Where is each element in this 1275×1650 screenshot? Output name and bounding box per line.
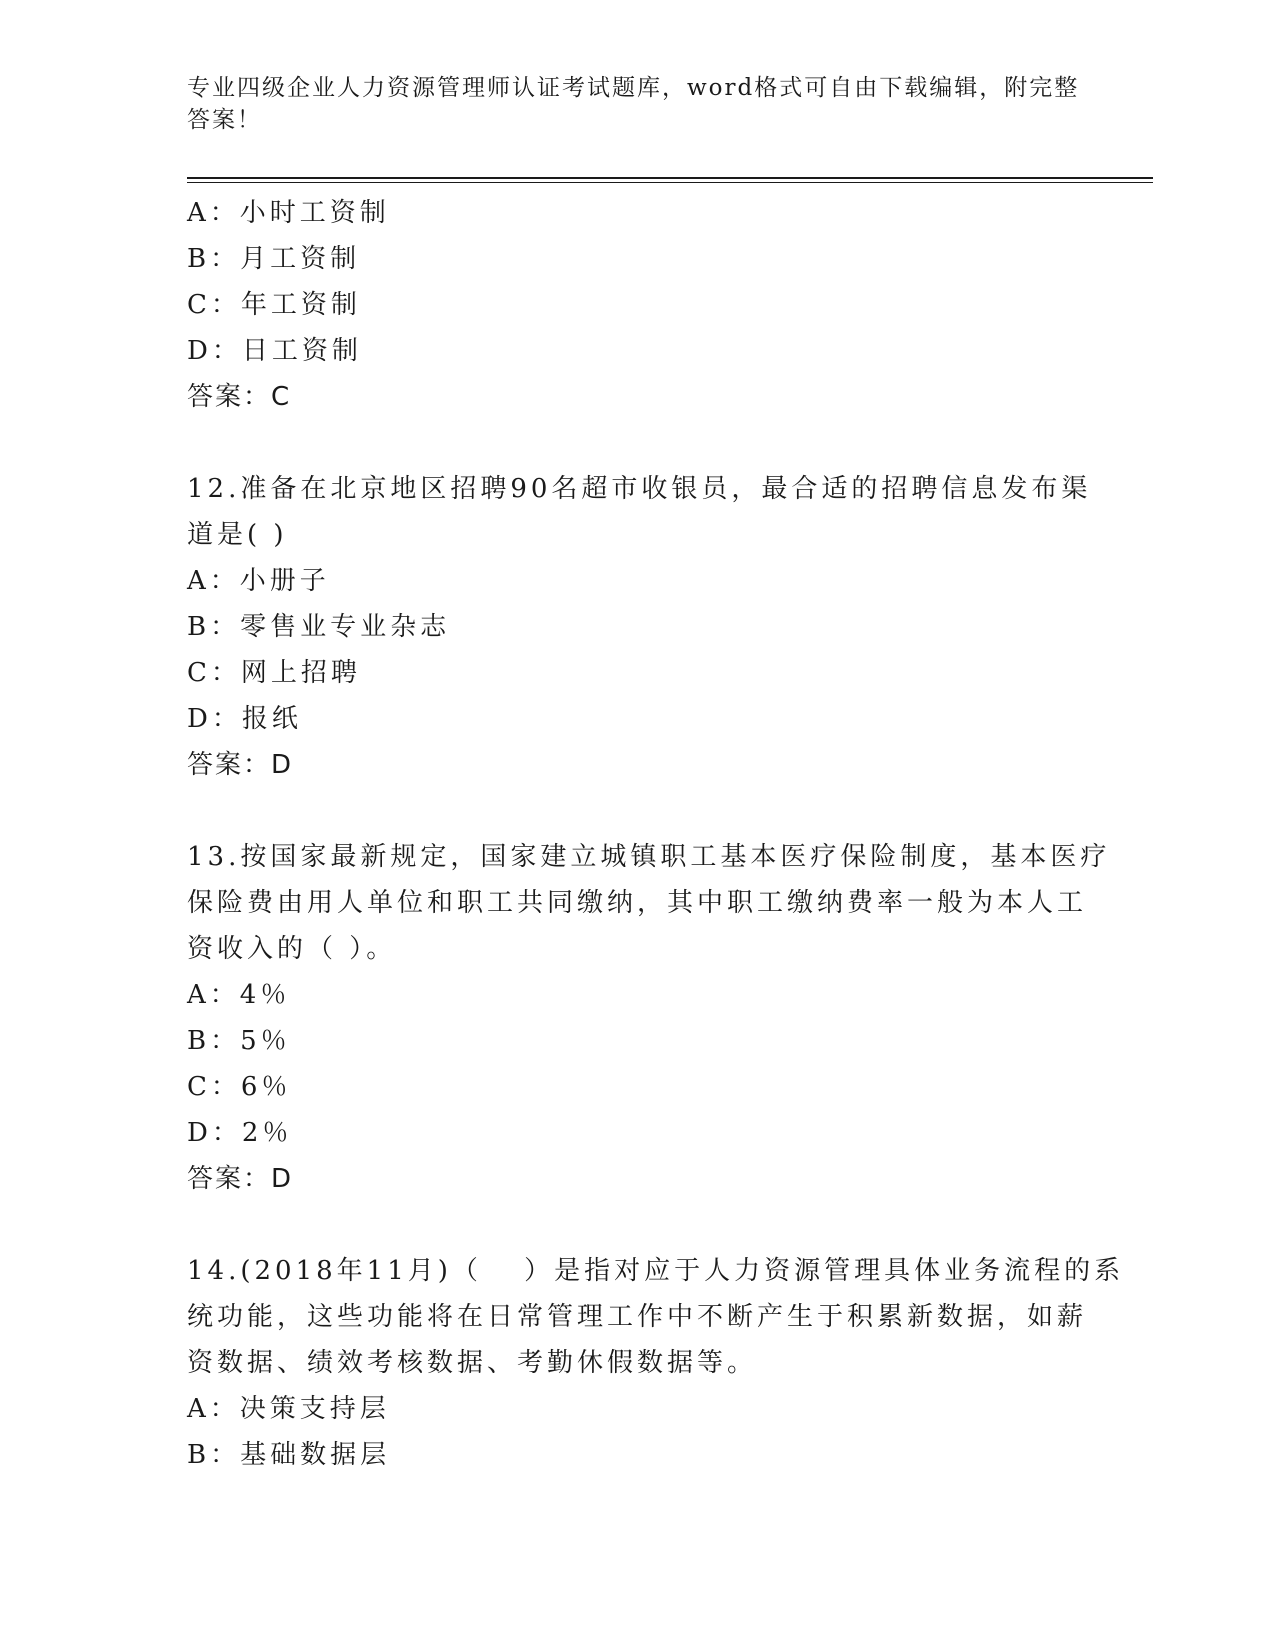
question-text-line: 13.按国家最新规定，国家建立城镇职工基本医疗保险制度，基本医疗	[187, 842, 1111, 872]
header-line-1: 专业四级企业人力资源管理师认证考试题库，word格式可自由下载编辑，附完整	[187, 75, 1080, 101]
option-b: B：零售业专业杂志	[187, 612, 451, 642]
option-b: B：5％	[187, 1026, 291, 1056]
option-d: D：报纸	[187, 704, 302, 734]
option-c: C：年工资制	[187, 290, 361, 320]
question-text-line: 资收入的（ ）。	[187, 934, 397, 964]
answer: 答案：D	[187, 1164, 294, 1194]
option-b: B：月工资制	[187, 244, 361, 274]
question-gap	[187, 420, 1087, 466]
option-c: C：6％	[187, 1072, 292, 1102]
document-header	[187, 72, 1087, 136]
option-a: A：小册子	[187, 566, 330, 596]
answer: 答案：D	[187, 750, 294, 780]
header-divider-thick	[187, 177, 1153, 179]
question-text-line: 资数据、绩效考核数据、考勤休假数据等。	[187, 1348, 758, 1378]
question-text-line: 统功能，这些功能将在日常管理工作中不断产生于积累新数据，如薪	[187, 1302, 1088, 1332]
question-content	[187, 190, 1125, 1478]
option-d: D：日工资制	[187, 336, 362, 366]
question-text-line: 12.准备在北京地区招聘90名超市收银员，最合适的招聘信息发布渠	[187, 474, 1092, 504]
question-12	[187, 466, 1092, 788]
option-c: C：网上招聘	[187, 658, 361, 688]
question-text-line: 道是( )	[187, 520, 288, 550]
question-gap	[187, 1202, 1087, 1248]
question-14	[187, 1248, 1125, 1478]
option-d: D：2％	[187, 1118, 293, 1148]
option-a: A：4％	[187, 980, 291, 1010]
question-11	[187, 190, 1087, 420]
answer: 答案：C	[187, 382, 292, 412]
option-a: A：决策支持层	[187, 1394, 390, 1424]
question-text-line: 保险费由用人单位和职工共同缴纳，其中职工缴纳费率一般为本人工	[187, 888, 1088, 918]
header-line-2: 答案！	[187, 107, 262, 133]
header-divider-thin	[187, 182, 1153, 183]
option-a: A：小时工资制	[187, 198, 390, 228]
question-gap	[187, 788, 1087, 834]
question-text-line: 14.(2018年11月)（ ）是指对应于人力资源管理具体业务流程的系	[187, 1256, 1125, 1286]
question-13	[187, 834, 1111, 1202]
option-b: B：基础数据层	[187, 1440, 391, 1470]
